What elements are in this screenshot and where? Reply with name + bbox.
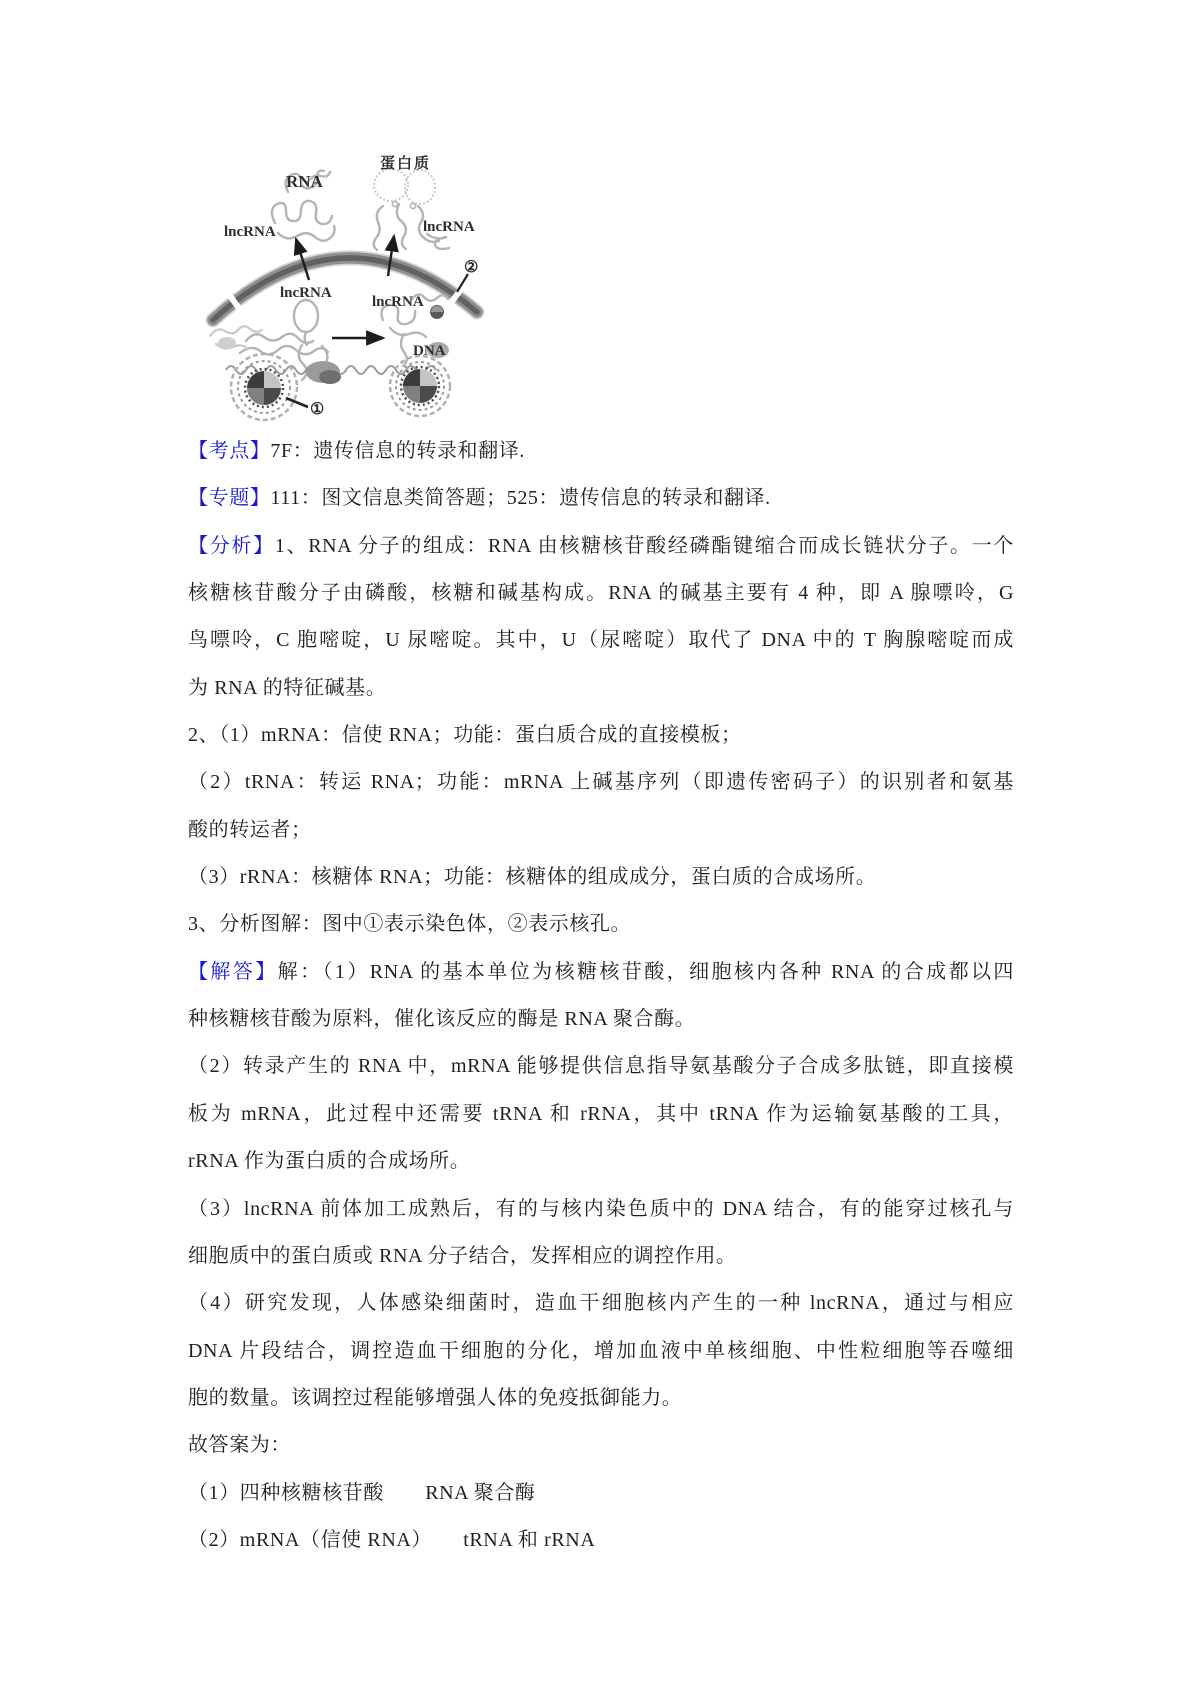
- text-line: [188, 1517, 1014, 1564]
- text-line: [188, 475, 1014, 522]
- text-line: [188, 665, 1014, 712]
- text-segment: 种核糖核苷酸为原料，催化该反应的酶是 RNA 聚合酶。: [188, 1008, 696, 1031]
- text-line: [188, 712, 1014, 759]
- lncrna-label-inner-left: lncRNA: [280, 285, 332, 301]
- text-segment: （2）mRNA（信使 RNA） tRNA 和 rRNA: [188, 1528, 596, 1551]
- text-line: [188, 1470, 1014, 1517]
- text-segment: 板为 mRNA，此过程中还需要 tRNA 和 rRNA，其中 tRNA 作为运输氨基酸的工具，: [188, 1102, 1014, 1125]
- text-line: [188, 1233, 1014, 1280]
- text-line: [188, 428, 1014, 475]
- protein-connector-dot: [392, 201, 397, 206]
- text-line: [188, 523, 1014, 570]
- text-line: [188, 1138, 1014, 1185]
- text-line: [188, 1091, 1014, 1138]
- text-segment: 胞的数量。该调控过程能够增强人体的免疫抵御能力。: [188, 1386, 683, 1409]
- text-line: [188, 1375, 1014, 1422]
- text-segment: （2）tRNA：转运 RNA；功能：mRNA 上碱基序列（即遗传密码子）的识别者和氨基: [188, 771, 1014, 794]
- text-segment: （1）四种核糖核苷酸 RNA 聚合酶: [188, 1481, 536, 1504]
- text-line: [188, 1422, 1014, 1469]
- text-segment: DNA 片段结合，调控造血干细胞的分化，增加血液中单核细胞、中性粒细胞等吞噬细: [188, 1339, 1014, 1362]
- nucleosome-cluster-right: [390, 356, 450, 416]
- text-segment: 3、分析图解：图中①表示染色体，②表示核孔。: [188, 913, 632, 936]
- text-line: [188, 1280, 1014, 1327]
- section-label: 【专题】: [188, 487, 271, 510]
- text-line: [188, 1186, 1014, 1233]
- ribonucleoprotein-ball-shade: [431, 312, 444, 319]
- marker-2-label: ②: [464, 259, 479, 276]
- text-line: [188, 617, 1014, 664]
- text-segment: 解：（1）RNA 的基本单位为核糖核苷酸，细胞核内各种 RNA 的合成都以四: [277, 960, 1015, 983]
- section-label: 【解答】: [188, 960, 278, 983]
- text-segment: （4）研究发现，人体感染细菌时，造血干细胞核内产生的一种 lncRNA，通过与相应: [188, 1292, 1014, 1315]
- text-segment: （2）转录产生的 RNA 中，mRNA 能够提供信息指导氨基酸分子合成多肽链，即直接模: [188, 1055, 1014, 1078]
- text-line: [188, 901, 1014, 948]
- text-segment: 鸟嘌呤，C 胞嘧啶，U 尿嘧啶。其中，U（尿嘧啶）取代了 DNA 中的 T 胸腺嘧啶而成: [188, 629, 1014, 652]
- document-text: [188, 428, 1014, 1564]
- dna-label: DNA: [413, 343, 446, 359]
- text-segment: 细胞质中的蛋白质或 RNA 分子结合，发挥相应的调控作用。: [188, 1244, 737, 1267]
- protein-label: 蛋白质: [380, 156, 432, 172]
- text-segment: 111：图文信息类简答题；525：遗传信息的转录和翻译.: [270, 487, 771, 510]
- text-segment: （3）rRNA：核糖体 RNA；功能：核糖体的组成成分，蛋白质的合成场所。: [188, 866, 877, 889]
- section-label: 【分析】: [188, 534, 275, 557]
- text-segment: rRNA 作为蛋白质的合成场所。: [188, 1150, 471, 1173]
- text-segment: 1、RNA 分子的组成：RNA 由核糖核苷酸经磷酯键缩合而成长链状分子。一个: [274, 534, 1014, 557]
- nucleosome-cluster-left: [231, 354, 297, 420]
- text-segment: 2、（1）mRNA：信使 RNA；功能：蛋白质合成的直接模板；: [188, 724, 742, 747]
- text-line: [188, 759, 1014, 806]
- text-segment: 酸的转运者；: [188, 818, 312, 841]
- light-tangle-far-left: [210, 326, 262, 349]
- text-line: [188, 996, 1014, 1043]
- text-line: [188, 570, 1014, 617]
- section-label: 【考点】: [188, 440, 271, 462]
- text-line: [188, 807, 1014, 854]
- marker-1-pointer: [286, 398, 308, 407]
- marker-1-label: ①: [310, 401, 325, 418]
- protein-blobs: [374, 169, 435, 204]
- text-segment: （3）lncRNA 前体加工成熟后，有的与核内染色质中的 DNA 结合，有的能穿过核孔与: [188, 1197, 1014, 1220]
- text-line: [188, 854, 1014, 901]
- chromatin-blob-left: [218, 337, 236, 349]
- figure-svg: [180, 140, 485, 430]
- text-line: [188, 1328, 1014, 1375]
- text-line: [188, 949, 1014, 996]
- polymerase-blob-core: [319, 370, 341, 384]
- text-segment: 7F：遗传信息的转录和翻译.: [270, 440, 525, 462]
- text-line: [188, 1043, 1014, 1090]
- lncrna-label-top-right: lncRNA: [423, 219, 475, 235]
- lncrna-label-top-left: lncRNA: [224, 224, 276, 240]
- text-segment: 故答案为：: [188, 1434, 291, 1457]
- rna-label: RNA: [286, 172, 323, 191]
- text-segment: 为 RNA 的特征碱基。: [188, 676, 387, 699]
- protein-connector-dot: [410, 203, 415, 208]
- biology-figure: [180, 140, 485, 430]
- lncrna-label-inner-right: lncRNA: [372, 294, 424, 310]
- text-segment: 核糖核苷酸分子由磷酸，核糖和碱基构成。RNA 的碱基主要有 4 种，即 A 腺嘌呤，G: [188, 582, 1014, 605]
